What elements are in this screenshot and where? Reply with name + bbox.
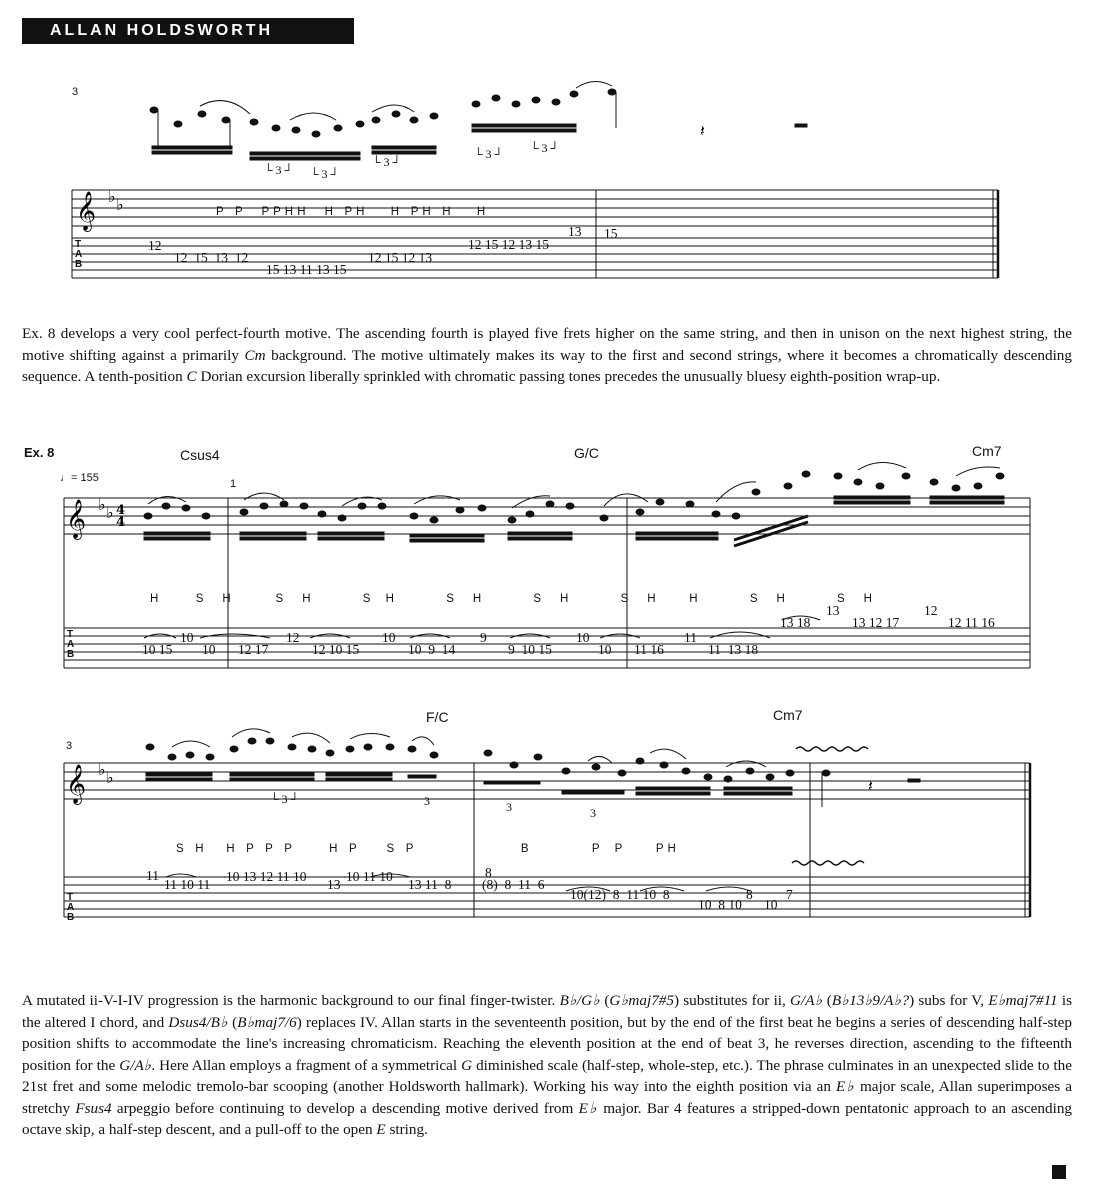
tab-fret: 10 9 14	[408, 642, 456, 657]
technique-markings: P P P P H H H P H H P H H H	[216, 206, 486, 218]
paragraph-text: major scale, Allan superimposes a stretchy	[22, 1078, 1072, 1117]
paragraph-text: arpeggio before continuing to develop a descending motive derived from	[111, 1099, 579, 1117]
notation-staff-1	[0, 80, 1093, 295]
paragraph-text: ) subs for V,	[909, 992, 989, 1009]
tab-fret: 12	[924, 603, 938, 618]
paragraph-text: . Here Allan employs a fragment of a symmetrical	[151, 1056, 462, 1074]
tab-fret: 11	[684, 630, 697, 645]
italic-term: E	[376, 1121, 386, 1138]
svg-text:└ 3 ┘: └ 3 ┘	[310, 167, 340, 181]
svg-text:𝄞: 𝄞	[66, 764, 87, 804]
svg-text:♭: ♭	[106, 503, 114, 522]
tab-fret: 13	[327, 877, 341, 892]
tab-fret: 12 11 16	[948, 615, 995, 630]
tab-fret: 12 15 13 12	[174, 250, 249, 265]
svg-text:└ 3 ┘: └ 3 ┘	[270, 792, 300, 806]
paragraph-text: ) substitutes for ii,	[673, 992, 791, 1009]
measure-number: 1	[230, 478, 237, 490]
italic-term: C	[186, 368, 197, 385]
italic-term: B♭13♭9/A♭?	[831, 992, 910, 1009]
svg-text:𝄞: 𝄞	[76, 191, 97, 231]
technique-markings: S H H P P P H P S P B P P P H	[176, 843, 677, 855]
svg-text:♭: ♭	[98, 760, 106, 779]
svg-text:└ 3 ┘: └ 3 ┘	[530, 141, 560, 155]
paragraph-text: string.	[385, 1121, 428, 1138]
chord-symbol: F/C	[426, 709, 449, 725]
tab-fret: 11 13 18	[708, 642, 759, 657]
tab-fret: 9	[480, 630, 487, 645]
staff-system-3	[0, 725, 1093, 950]
paragraph-text: background. The motive ultimately makes its way to the first and second strings, where it becomes a chromatically descending sequence. A tenth-position	[22, 346, 1072, 385]
svg-text:3: 3	[590, 806, 596, 820]
chord-symbol: Csus4	[180, 447, 220, 463]
tempo-marking: ♩= 155	[60, 472, 99, 484]
tab-fret: 10(12) 8 11 10 8	[570, 887, 670, 902]
italic-term: E♭	[836, 1078, 855, 1095]
svg-text:♭: ♭	[106, 768, 114, 787]
svg-text:3: 3	[506, 800, 512, 814]
body-paragraph-2	[22, 990, 1072, 1141]
paragraph-text: ) replaces IV. Allan starts in the seventeenth position, but by the end of the first beat he begins a series of descending half-step position shifts to accommodate the line's increasing chromaticism. Reaching the eleventh position at the end of beat 3, he reverses direction, ascending to the fifteenth position for the	[22, 1013, 1072, 1074]
svg-text:𝄽: 𝄽	[700, 121, 705, 140]
paragraph-text: major. Bar 4 features a stripped-down pentatonic approach to an ascending octave skip, a half-step descent, and a pull-off to the open	[22, 1099, 1073, 1138]
tab-clef: T A B	[75, 239, 83, 270]
paragraph-text: diminished scale (half-step, whole-step, etc.). The phrase culminates in an unexpected slide to the 21st fret and some melodic tremolo-bar scooping (another Holdsworth hallmark). Working his way into the eighth position via an	[22, 1056, 1072, 1095]
tab-fret: 9 10 15	[508, 642, 552, 657]
example-label: Ex. 8	[24, 445, 55, 460]
paragraph-text: (	[600, 992, 610, 1009]
italic-term: E♭	[578, 1099, 598, 1117]
chord-symbol: Cm7	[972, 443, 1002, 459]
svg-text:3: 3	[424, 794, 430, 808]
chord-symbol: G/C	[574, 445, 599, 461]
svg-text:♭: ♭	[98, 495, 106, 514]
tab-fret: 11 16	[634, 642, 664, 657]
page-turn-icon	[1052, 1165, 1066, 1179]
tab-fret: 13	[568, 224, 582, 239]
staff-system-2	[0, 460, 1093, 685]
svg-text:└ 3 ┘: └ 3 ┘	[474, 147, 504, 161]
tab-fret: 13 18	[780, 615, 811, 630]
tab-fret: 12	[286, 630, 300, 645]
tab-clef: T A B	[67, 892, 75, 923]
tab-fret: 8	[746, 887, 753, 902]
tab-fret: (8) 8 11 6	[482, 877, 545, 892]
tab-fret: 10	[202, 642, 216, 657]
tab-fret: 10 13 12 11 10	[226, 869, 307, 884]
svg-text:4: 4	[116, 515, 126, 530]
tab-fret: 12 17	[238, 642, 269, 657]
tab-fret: 15 13 11 13 15	[266, 262, 347, 277]
article-header: ALLAN HOLDSWORTH	[22, 18, 354, 44]
italic-term: E♭maj7#11	[988, 992, 1058, 1009]
svg-text:└ 3 ┘: └ 3 ┘	[372, 155, 402, 169]
svg-text:♭: ♭	[116, 195, 124, 214]
measure-number: 3	[66, 740, 73, 752]
tab-clef: T A B	[67, 629, 75, 660]
italic-term: G	[461, 1056, 473, 1074]
tab-fret: 10 15	[142, 642, 173, 657]
chord-symbol: Cm7	[773, 707, 803, 723]
tab-fret: 15	[604, 226, 618, 241]
tab-fret: 7	[786, 887, 793, 902]
tab-fret: 13 12 17	[852, 615, 900, 630]
italic-term: G/A♭	[790, 992, 823, 1009]
measure-number: 3	[72, 86, 79, 98]
italic-term: Cm	[244, 346, 266, 364]
paragraph-text: Ex. 8 develops a very cool perfect-fourth motive. The ascending fourth is played five frets higher on the same string, and then in unison on the next highest string, the motive shifting against a primarily	[22, 325, 1072, 364]
italic-term: B♭/G♭	[559, 992, 601, 1009]
svg-text:└ 3 ┘: └ 3 ┘	[264, 163, 294, 177]
italic-term: G/A♭	[119, 1056, 152, 1074]
tab-fret: 10	[180, 630, 194, 645]
technique-markings: H S H S H S H S H S H S H H S H S H	[150, 593, 873, 605]
notation-staff-3	[0, 725, 1093, 950]
tab-fret: 12 15 12 13	[368, 250, 433, 265]
tab-fret: 12 15 12 13 15	[468, 237, 549, 252]
svg-text:𝄞: 𝄞	[66, 499, 87, 539]
tab-fret: 10 11 10	[346, 869, 393, 884]
paragraph-text: A mutated ii-V-I-IV progression is the harmonic background to our final finger-twister.	[22, 992, 560, 1009]
paragraph-text: Dorian excursion liberally sprinkled with chromatic passing tones precedes the unusually bluesy eighth-position wrap-up.	[196, 368, 941, 385]
tab-fret: 10	[764, 897, 778, 912]
tab-fret: 10	[598, 642, 612, 657]
tab-fret: 11 10 11	[164, 877, 211, 892]
italic-term: B♭maj7/6	[237, 1013, 297, 1031]
body-paragraph-1	[22, 323, 1072, 388]
tab-fret: 11	[146, 868, 159, 883]
tab-fret: 8	[485, 865, 492, 880]
italic-term: Dsus4/B♭	[168, 1013, 228, 1031]
tab-fret: 12 10 15	[312, 642, 360, 657]
svg-text:♭: ♭	[108, 187, 116, 206]
tab-fret: 13	[826, 603, 840, 618]
tab-fret: 13 11 8	[408, 877, 452, 892]
italic-term: G♭maj7#5	[609, 992, 674, 1009]
svg-text:4: 4	[116, 503, 126, 518]
staff-system-1	[0, 80, 1093, 295]
paragraph-text: (	[822, 992, 832, 1009]
tab-fret: 10 8 10	[698, 897, 742, 912]
svg-text:𝄽: 𝄽	[868, 776, 873, 795]
paragraph-text: is the altered I chord, and	[22, 992, 1073, 1031]
paragraph-text: (	[227, 1013, 238, 1031]
tab-fret: 12	[148, 238, 162, 253]
italic-term: Fsus4	[75, 1099, 112, 1117]
tab-fret: 10	[382, 630, 396, 645]
tab-fret: 10	[576, 630, 590, 645]
